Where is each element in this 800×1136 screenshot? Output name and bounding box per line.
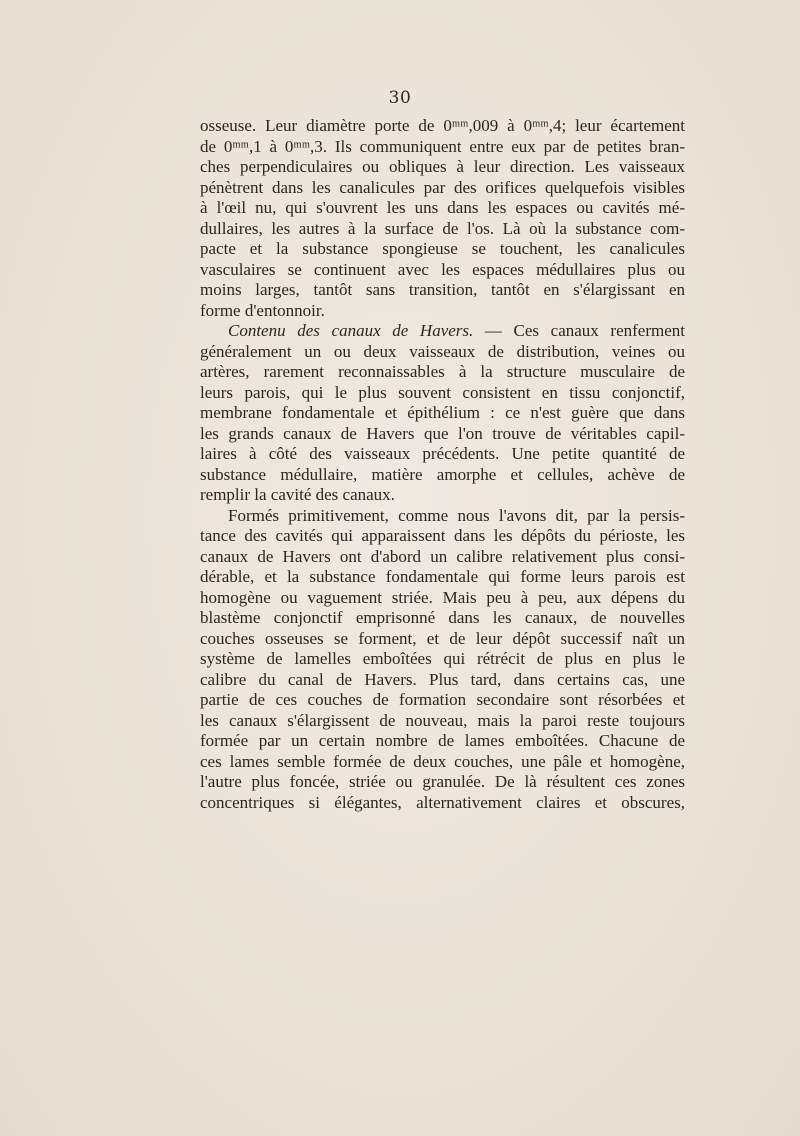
text-line: couches osseuses se forment, et de leur dépôt successif naît un <box>200 628 685 648</box>
text-line: concentriques si élégantes, alternativement claires et obscures, <box>200 792 685 812</box>
text-line: substance médullaire, matière amorphe et cellules, achève de <box>200 464 685 484</box>
text-line: Formés primitivement, comme nous l'avons dit, par la persis- <box>228 505 685 525</box>
text-line: blastème conjonctif emprisonné dans les canaux, de nouvelles <box>200 608 685 627</box>
text-line: moins larges, tantôt sans transition, tantôt en s'élargissant en <box>200 280 685 299</box>
section-heading: Contenu des canaux de Havers. <box>228 321 474 340</box>
text-fragment: — Ces canaux renferment <box>473 321 685 340</box>
text-line: artères, rarement reconnaissables à la structure musculaire de <box>200 362 685 381</box>
text-line: remplir la cavité des canaux. <box>200 485 395 504</box>
text-line: dérable, et la substance fondamentale qui forme leurs parois est <box>200 567 685 586</box>
text-line: de 0ᵐᵐ,1 à 0ᵐᵐ,3. Ils communiquent entre eux par de petites bran- <box>200 136 685 156</box>
text-line: système de lamelles emboîtées qui rétrécit de plus en plus le <box>200 649 685 668</box>
text-line-with-heading <box>200 321 685 342</box>
text-line: ces lames semble formée de deux couches, une pâle et homogène, <box>200 751 685 771</box>
text-line: partie de ces couches de formation secondaire sont résorbées et <box>200 690 685 709</box>
text-line: homogène ou vaguement striée. Mais peu à peu, aux dépens du <box>200 587 685 607</box>
text-line: vasculaires se continuent avec les espaces médullaires plus ou <box>200 259 685 279</box>
body-text <box>200 116 685 813</box>
text-line: l'autre plus foncée, striée ou granulée. De là résultent ces zones <box>200 772 685 791</box>
text-line: généralement un ou deux vaisseaux de distribution, veines ou <box>200 341 685 361</box>
text-line: calibre du canal de Havers. Plus tard, dans certains cas, une <box>200 669 685 689</box>
text-line: formée par un certain nombre de lames emboîtées. Chacune de <box>200 731 685 750</box>
text-line: dullaires, les autres à la surface de l'os. Là où la substance com- <box>200 218 685 238</box>
text-line: tance des cavités qui apparaissent dans les dépôts du périoste, les <box>200 526 685 545</box>
text-line: les grands canaux de Havers que l'on trouve de véritables capil- <box>200 423 685 443</box>
text-line: à l'œil nu, qui s'ouvrent les uns dans les espaces ou cavités mé- <box>200 198 685 217</box>
text-line: osseuse. Leur diamètre porte de 0ᵐᵐ,009 à 0ᵐᵐ,4; leur écartement <box>200 116 685 135</box>
text-line: pénètrent dans les canalicules par des orifices quelquefois visibles <box>200 177 685 197</box>
text-line: leurs parois, qui le plus souvent consistent en tissu conjonctif, <box>200 382 685 402</box>
page-number: 30 <box>388 88 412 108</box>
text-line: forme d'entonnoir. <box>200 300 325 320</box>
text-line: membrane fondamentale et épithélium : ce n'est guère que dans <box>200 403 685 422</box>
text-line: laires à côté des vaisseaux précédents. Une petite quantité de <box>200 444 685 463</box>
text-line: les canaux s'élargissent de nouveau, mais la paroi reste toujours <box>200 710 685 730</box>
text-line: ches perpendiculaires ou obliques à leur direction. Les vaisseaux <box>200 157 685 176</box>
text-line: canaux de Havers ont d'abord un calibre relativement plus consi- <box>200 546 685 566</box>
text-line: pacte et la substance spongieuse se touchent, les canalicules <box>200 239 685 258</box>
